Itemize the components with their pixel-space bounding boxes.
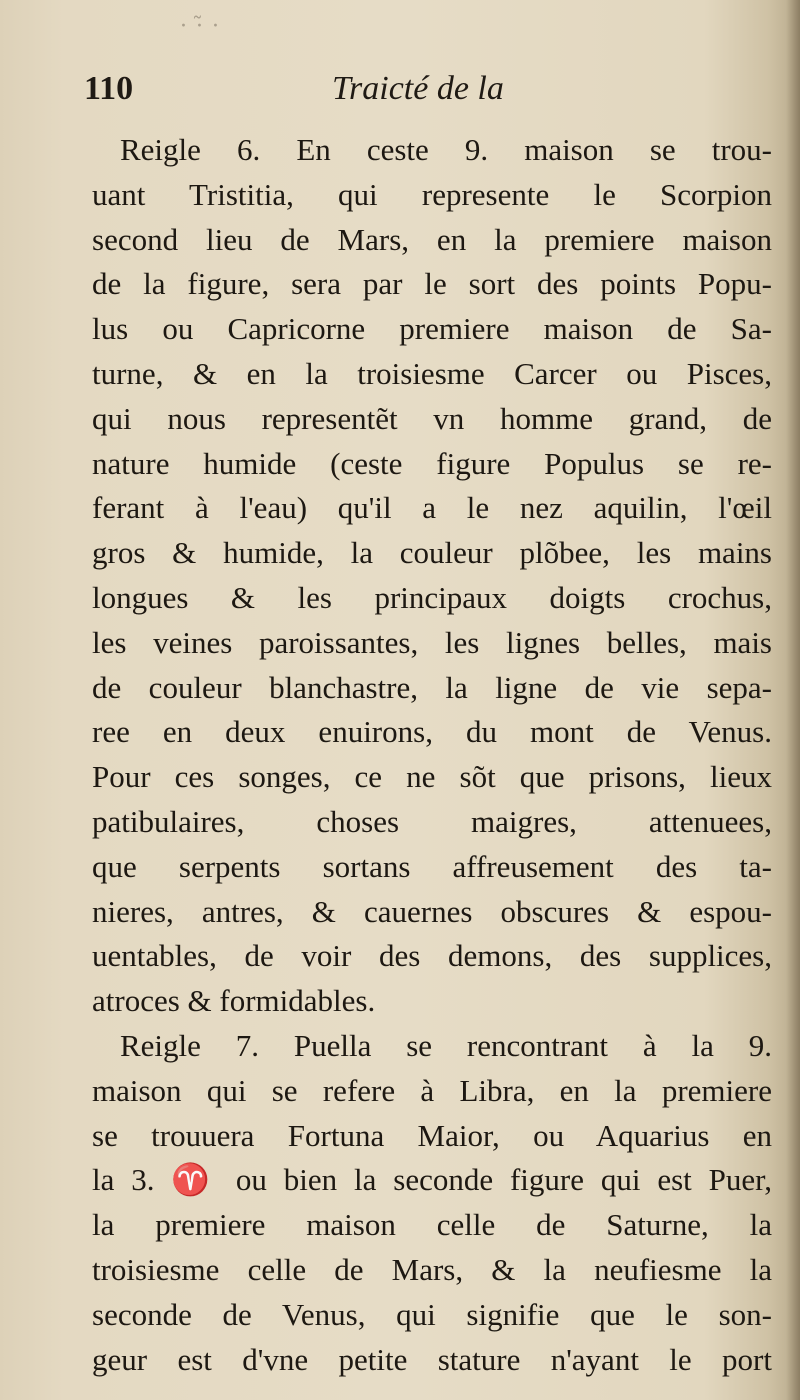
- text-line: nieres, antres, & cauernes obscures & espou-: [92, 893, 772, 929]
- text-line: uant Tristitia, qui represente le Scorpion: [92, 176, 772, 212]
- text-line: geur est d'vne petite stature n'ayant le port: [92, 1341, 772, 1377]
- text-line: qui nous representẽt vn homme grand, de: [92, 400, 772, 436]
- text-line: Pour ces songes, ce ne sõt que prisons, lieux: [92, 759, 772, 795]
- text-line: ree en deux enuirons, du mont de Venus.: [92, 714, 772, 750]
- text-line: uentables, de voir des demons, des supplices,: [92, 938, 772, 974]
- text-line: longues & les principaux doigts crochus,: [92, 579, 772, 615]
- text-line: la premiere maison celle de Saturne, la: [92, 1207, 772, 1243]
- text-line: que serpents sortans affreusement des ta-: [92, 848, 772, 884]
- text-line: lus ou Capricorne premiere maison de Sa-: [92, 311, 772, 347]
- text-line: gros & humide, la couleur plõbee, les mains: [92, 535, 772, 571]
- text-line: se trouuera Fortuna Maior, ou Aquarius en: [92, 1117, 772, 1153]
- text-line: patibulaires, choses maigres, attenuees,: [92, 803, 772, 839]
- text-line: second lieu de Mars, en la premiere maison: [92, 221, 772, 257]
- page-header: [84, 70, 724, 120]
- body-text: [92, 128, 772, 1382]
- text-line: de la figure, sera par le sort des points Popu-: [92, 266, 772, 302]
- text-line: turne, & en la troisiesme Carcer ou Pisces,: [92, 355, 772, 391]
- text-line: Reigle 6. En ceste 9. maison se trou-: [120, 132, 772, 167]
- text-line: troisiesme celle de Mars, & la neufiesme la: [92, 1251, 772, 1287]
- page-number: 110: [84, 70, 134, 107]
- text-line: de couleur blanchastre, la ligne de vie sepa-: [92, 669, 772, 705]
- text-line: la 3. ♈ ou bien la seconde figure qui est Puer,: [92, 1162, 772, 1198]
- text-line: maison qui se refere à Libra, en la premiere: [92, 1072, 772, 1108]
- running-head: Traicté de la: [332, 70, 504, 107]
- text-line: seconde de Venus, qui signifie que le son-: [92, 1296, 772, 1332]
- text-line: les veines paroissantes, les lignes belles, mais: [92, 624, 772, 660]
- bleed-through-marks: · ·̃ ·: [180, 14, 220, 39]
- text-line: ferant à l'eau) qu'il a le nez aquilin, l'œil: [92, 490, 772, 526]
- text-line: atroces & formidables.: [92, 983, 376, 1019]
- page-gutter-shadow: [786, 0, 800, 1400]
- text-line: nature humide (ceste figure Populus se re-: [92, 445, 772, 481]
- text-line: Reigle 7. Puella se rencontrant à la 9.: [120, 1027, 772, 1063]
